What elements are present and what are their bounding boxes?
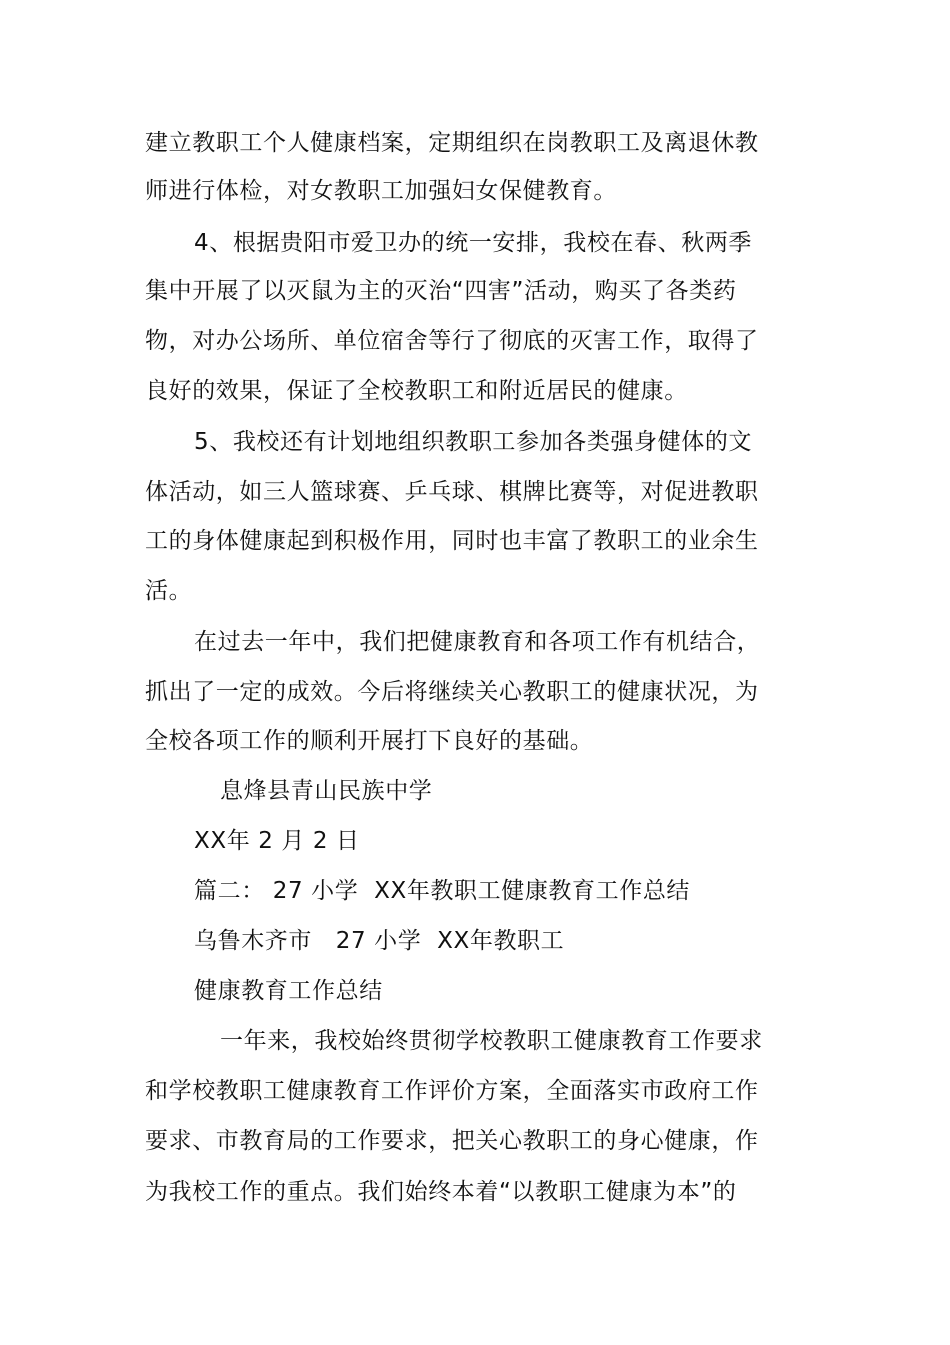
- text-line: 要求、市教育局的工作要求，把关心教职工的身心健康，作: [145, 1128, 759, 1154]
- signature-date: XX年 2 月 2 日: [194, 828, 360, 854]
- text-line: 师进行体检，对女教职工加强妇女保健教育。: [145, 178, 617, 204]
- text-line: 体活动，如三人篮球赛、乒乓球、棋牌比赛等，对促进教职: [145, 479, 759, 505]
- report-heading: 健康教育工作总结: [194, 978, 383, 1004]
- text-line: 为我校工作的重点。我们始终本着“以教职工健康为本”的: [145, 1179, 737, 1205]
- text-line: 4、根据贵阳市爱卫办的统一安排，我校在春、秋两季: [194, 230, 753, 256]
- section-title: 篇二： 27 小学 XX年教职工健康教育工作总结: [194, 878, 691, 904]
- text-line: 抓出了一定的成效。今后将继续关心教职工的健康状况，为: [145, 679, 759, 705]
- text-line: 良好的效果，保证了全校教职工和附近居民的健康。: [145, 378, 688, 404]
- text-line: 在过去一年中，我们把健康教育和各项工作有机结合，: [194, 629, 761, 655]
- text-line: 活。: [145, 578, 193, 604]
- text-line: 和学校教职工健康教育工作评价方案，全面落实市政府工作: [145, 1078, 759, 1104]
- text-line: 一年来，我校始终贯彻学校教职工健康教育工作要求: [220, 1028, 763, 1054]
- text-line: 5、我校还有计划地组织教职工参加各类强身健体的文: [194, 429, 753, 455]
- report-heading: 乌鲁木齐市 27 小学 XX年教职工: [194, 928, 565, 954]
- text-line: 全校各项工作的顺利开展打下良好的基础。: [145, 728, 594, 754]
- text-line: 物，对办公场所、单位宿舍等行了彻底的灭害工作，取得了: [145, 328, 759, 354]
- text-line: 建立教职工个人健康档案，定期组织在岗教职工及离退休教: [145, 130, 759, 156]
- signature-school: 息烽县青山民族中学: [220, 778, 433, 804]
- text-line: 工的身体健康起到积极作用，同时也丰富了教职工的业余生: [145, 528, 759, 554]
- text-line: 集中开展了以灭鼠为主的灭治“四害”活动，购买了各类药: [145, 278, 737, 304]
